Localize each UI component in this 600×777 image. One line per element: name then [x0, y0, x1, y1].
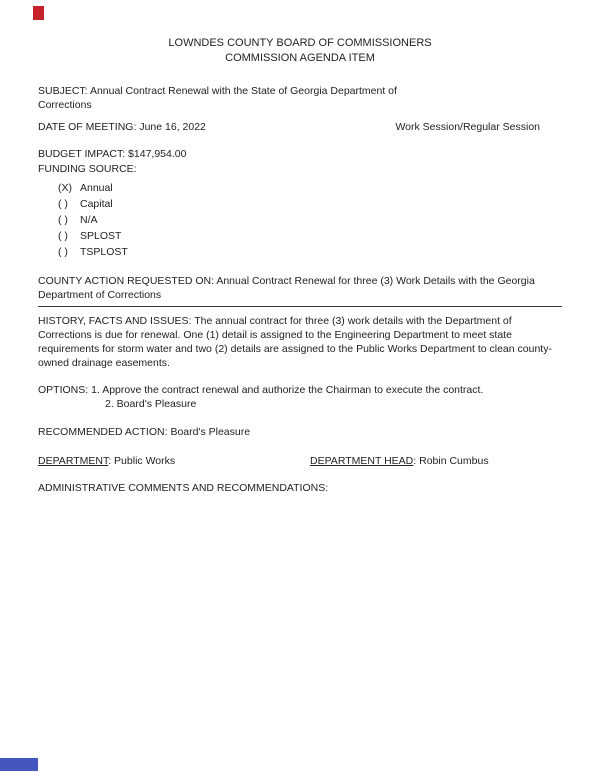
county-action-label: COUNTY ACTION REQUESTED ON:	[38, 275, 214, 287]
history-label: HISTORY, FACTS AND ISSUES:	[38, 315, 192, 327]
subject-line	[38, 84, 413, 112]
meeting-date-row	[38, 120, 562, 134]
history-paragraph	[38, 314, 562, 370]
options-line-1	[38, 383, 562, 397]
department-head-line	[310, 454, 489, 468]
option-2: 2. Board's Pleasure	[105, 398, 197, 410]
checkbox-mark: ( )	[58, 198, 68, 210]
option-1: 1. Approve the contract renewal and authorize the Chairman to execute the contract.	[91, 384, 484, 396]
meeting-date-label: DATE OF MEETING:	[38, 121, 137, 133]
recommended-action-label: RECOMMENDED ACTION:	[38, 426, 168, 438]
department-head-value: : Robin Cumbus	[413, 455, 489, 467]
county-action-paragraph	[38, 274, 562, 307]
subject-label: SUBJECT:	[38, 85, 88, 97]
funding-option-splost	[58, 228, 562, 244]
header-org-title: LOWNDES COUNTY BOARD OF COMMISSIONERS	[168, 37, 432, 49]
red-marker	[33, 6, 44, 20]
meeting-date-line	[38, 120, 206, 134]
funding-option-label: TSPLOST	[80, 246, 128, 258]
department-value: : Public Works	[108, 455, 176, 467]
funding-source-label: FUNDING SOURCE:	[38, 163, 137, 175]
funding-source-list	[38, 180, 562, 260]
header-doc-title: COMMISSION AGENDA ITEM	[225, 52, 375, 64]
session-type: Work Session/Regular Session	[395, 121, 540, 133]
department-row	[38, 454, 562, 468]
county-action-text: Annual Contract Renewal for three (3) Work Details with the Georgia Department of Corrections	[38, 275, 535, 301]
document-header	[38, 36, 562, 66]
budget-impact-label: BUDGET IMPACT:	[38, 148, 126, 160]
history-text: The annual contract for three (3) work details with the Department of Corrections is due for renewal. One (1) detail is assigned to the Engineering Department to meet state requirements for storm water and two (2) details are assigned to the Public Works Department to clean county-owned drainage easements.	[38, 315, 552, 369]
meeting-date-value: June 16, 2022	[139, 121, 206, 133]
recommended-action-line	[38, 425, 562, 439]
options-label: OPTIONS:	[38, 384, 89, 396]
budget-impact-line	[38, 147, 562, 161]
funding-option-label: N/A	[80, 214, 98, 226]
funding-option-label: Annual	[80, 182, 113, 194]
blue-marker	[0, 758, 38, 771]
admin-comments-label: ADMINISTRATIVE COMMENTS AND RECOMMENDATIONS:	[38, 482, 329, 494]
checkbox-mark: ( )	[58, 214, 68, 226]
budget-impact-amount: $147,954.00	[128, 148, 187, 160]
funding-option-label: SPLOST	[80, 230, 122, 242]
recommended-action-text: Board's Pleasure	[170, 426, 251, 438]
department-label: DEPARTMENT	[38, 455, 109, 467]
checkbox-mark: (X)	[58, 182, 72, 194]
funding-option-annual	[58, 180, 562, 196]
subject-text: Annual Contract Renewal with the State of Georgia Department of Corrections	[38, 85, 397, 111]
checkbox-mark: ( )	[58, 246, 68, 258]
funding-option-capital	[58, 196, 562, 212]
department-line	[38, 454, 310, 468]
options-section	[38, 383, 562, 411]
funding-option-tsplost	[58, 244, 562, 260]
funding-option-na	[58, 212, 562, 228]
funding-option-label: Capital	[80, 198, 113, 210]
department-head-label: DEPARTMENT HEAD	[310, 455, 414, 467]
checkbox-mark: ( )	[58, 230, 68, 242]
